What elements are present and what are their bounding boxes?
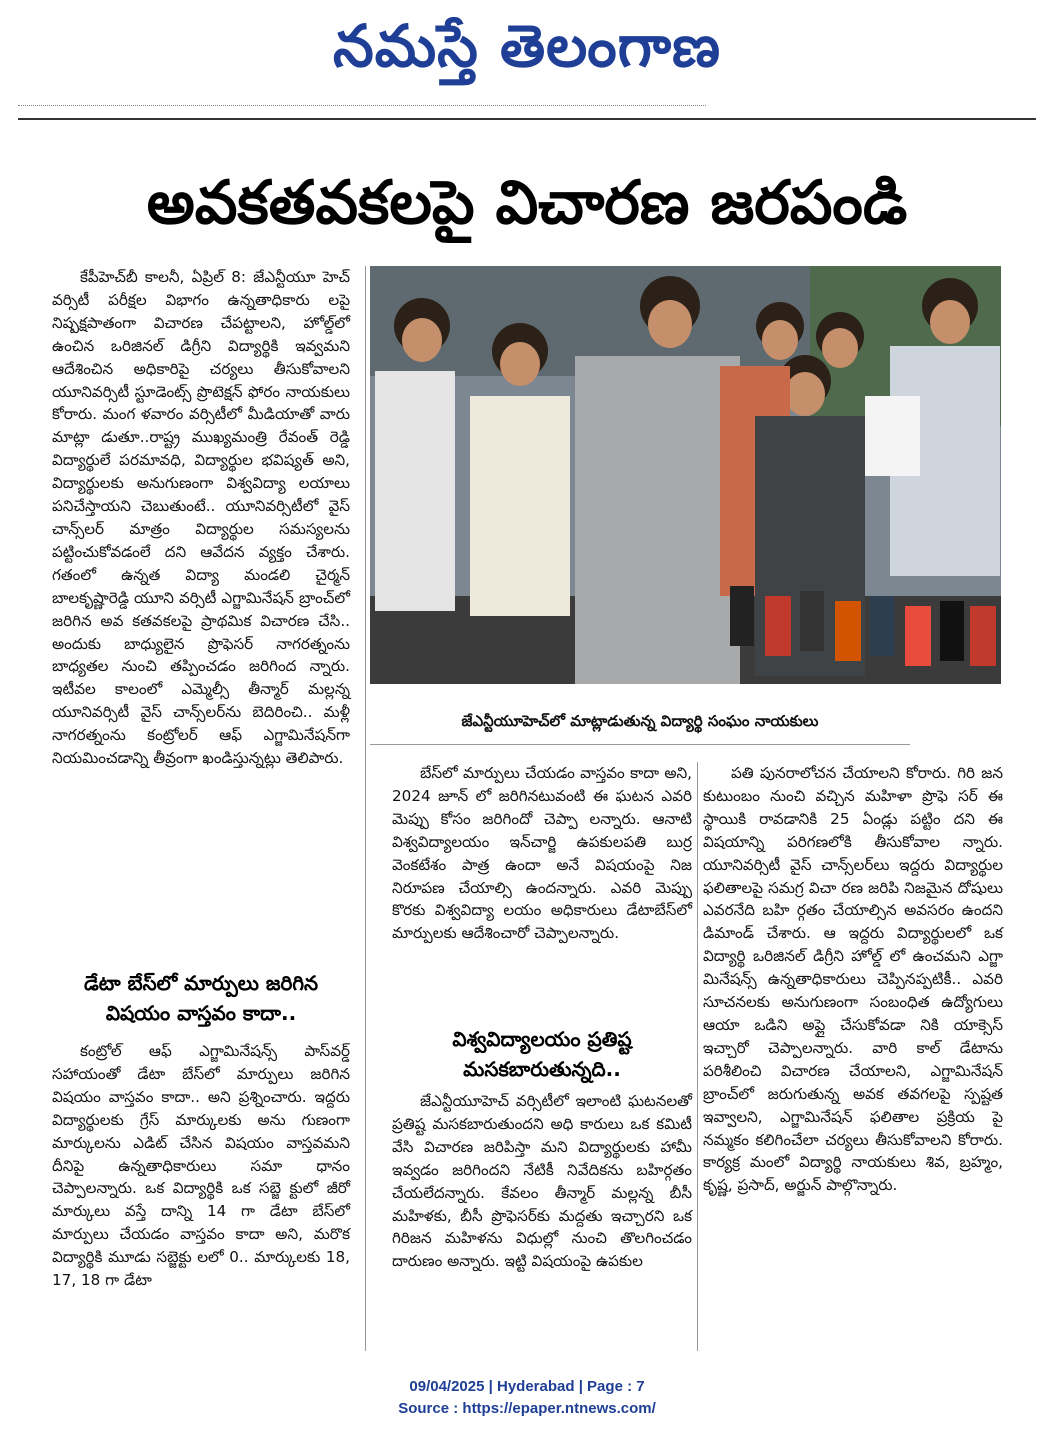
column-divider (365, 266, 366, 1351)
column-divider (697, 762, 698, 1351)
article-column-3 (703, 762, 1003, 1197)
subheading: విశ్వవిద్యాలయం ప్రతిష్ట మసకబారుతున్నది.. (452, 1027, 632, 1081)
article-paragraph: జేఎన్టీయూహెచ్ వర్సిటీలో ఇలాంటి ఘటనలతో ప్రతిష్ట మసకబారుతుందని అధి కారులు ఒక కమిటీ వేసి విచారణ జరిపిస్తా మని విద్యార్థులకు హామీ ఇవ్వడం జరిగిందని నేటికీ నివేదికను బహిర్గతం చేయలేదన్నారు. కేవలం తీన్మార్ మల్లన్న బీసీ మహిళకు, బీసీ ప్రొఫెసర్‌కు మద్దతు ఇచ్చారని ఒక గిరిజన మహిళను విధుల్లో నుంచి తొలగించడం దారుణం అన్నారు. ఇట్టి విషయంపై ఉపకుల (392, 1092, 692, 1271)
article-column-1b (52, 1040, 350, 1292)
subheading-1-wrap (52, 968, 350, 1028)
article-paragraph: పతి పునరాలోచన చేయాలని కోరారు. గిరి జన కుటుంబం నుంచి వచ్చిన మహిళా ప్రొఫె సర్ ఈ స్థాయికి రావడానికి 25 ఏండ్లు పట్టిం దని ఈ విషయాన్ని పరిగణలోకి తీసుకోవాల న్నారు. యూనివర్సిటీ వైస్ చాన్స్‌లర్‌లు ఇద్దరు విద్యార్థుల ఫలితాలపై సమగ్ర విచా రణ జరిపి నిజమైన దోషులు ఎవరనేది బహి ర్గతం చేయాల్సిన అవసరం ఉందని డిమాండ్ చేశారు. ఆ ఇద్దరు విద్యార్థులలో ఒక విద్యార్థి ఒరిజినల్ డిగ్రీని హోల్డ్ లో ఉంచమని ఎగ్జా మినేషన్స్ ఉన్నతాధికారులు చెప్పినప్పటికీ.. ఎవరి సూచనలకు అనుగుణంగా సంబంధిత ఉద్యోగులు ఆయా ఒడిని అప్లై చేసుకోవడా నికి యాక్సెస్ ఇచ్చారో చెప్పాలన్నారు. వారి కాల్ డేటాను పరిశీలించి విచారణ చేయాలని, ఎగ్జామినేషన్ బ్రాంచ్‌లో జరుగుతున్న అవక తవగలపై స్పష్టత ఇవ్వాలని, ఎగ్జామినేషన్ ఫలితాల ప్రక్రియ పై నమ్మకం కలిగించేలా చర్యలు తీసుకోవాలని కోరారు. కార్యక్ర మంలో విద్యార్థి నాయకులు శివ, బ్రహ్మం, కృష్ణ, ప్రసాద్, అర్జున్ పాల్గొన్నారు. (703, 764, 1003, 1195)
subheading-2-wrap (392, 1024, 692, 1084)
footer-date-page: 09/04/2025 | Hyderabad | Page : 7 (409, 1378, 645, 1395)
masthead-dotted-line (18, 97, 706, 106)
article-paragraph: కంట్రోల్ ఆఫ్ ఎగ్జామినేషన్స్ పాస్‌వర్డ్ సహాయంతో డేటా బేస్‌లో మార్పులు జరిగిన విషయం వాస్తవం కాదా.. అని ప్రశ్నించారు. ఇద్దరు విద్యార్థులకు గ్రేస్ మార్కులకు అను గుణంగా మార్కులను ఎడిట్ చేసిన విషయం వాస్తవమని దీనిపై ఉన్నతాధికారులు సమా ధానం చెప్పాలన్నారు. ఒక విద్యార్థికి ఒక సబ్జె క్టులో జీరో మార్కులు వస్తే దాన్ని 14 గా డేటా బేస్‌లో మార్పులు చేయడం వాస్తవం కాదా అని, మరొక విద్యార్థికి మూడు సబ్జెక్టు లలో 0.. మార్కులకు 18, 17, 18 గా డేటా (52, 1042, 350, 1290)
footer-source: Source : https://epaper.ntnews.com/ (398, 1400, 656, 1417)
masthead-divider (18, 118, 1036, 120)
caption-divider (370, 744, 910, 745)
article-column-1 (52, 266, 350, 770)
students-press-meet-image (370, 266, 1001, 684)
article-paragraph: బేస్‌లో మార్పులు చేయడం వాస్తవం కాదా అని, 2024 జూన్ లో జరిగినటువంటి ఈ ఘటన ఎవరి మెప్పు కోసం జరిగిందో చెప్పా లన్నారు. ఆనాటి విశ్వవిద్యాలయం ఇన్‌చార్జి ఉపకులపతి బుర్ర వెంకటేశం పాత్ర ఉందా అనే విషయంపై నిజ నిరూపణ చేయాల్సి ఉందన్నారు. ఎవరి మెప్పు కొరకు విశ్వవిద్యా లయం అధికారులు డేటాబేస్‌లో మార్పులకు ఆదేశించారో చెప్పాలన్నారు. (392, 764, 692, 943)
photo-caption: జేఎన్టీయూహెచ్‌లో మాట్లాడుతున్న విద్యార్థి సంఘం నాయకులు (461, 712, 819, 730)
article-paragraph: కేపీహెచ్‌బీ కాలనీ, ఏప్రిల్ 8: జేఎన్టీయూ హెచ్ వర్సిటీ పరీక్షల విభాగం ఉన్నతాధికారు లపై నిష్పక్షపాతంగా విచారణ చేపట్టాలని, హోల్డ్‌లో ఉంచిన ఒరిజినల్ డిగ్రీని విద్యార్థికి ఇవ్వమని ఆదేశించిన అధికారిపై చర్యలు తీసుకోవాలని యూనివర్సిటీ స్టూడెంట్స్ ప్రొటెక్షన్ ఫోరం నాయకులు కోరారు. మంగ ళవారం వర్సిటీలో మీడియాతో వారు మాట్లా డుతూ..రాష్ట్ర ముఖ్యమంత్రి రేవంత్ రెడ్డి విద్యార్థులే పరమావధి, విద్యార్థుల భవిష్యత్ అని, విద్యార్థులకు అనుగుణంగా విశ్వవిద్యా లయాలు పనిచేస్తాయని చెబుతుంటే.. యూనివర్సిటీలో వైస్ చాన్స్‌లర్ మాత్రం విద్యార్థుల సమస్యలను పట్టించుకోవడంలే దని ఆవేదన వ్యక్తం చేశారు. గతంలో ఉన్నత విద్యా మండలి చైర్మన్ బాలకృష్ణారెడ్డి యూని వర్సిటీ ఎగ్జామినేషన్ బ్రాంచ్‌లో జరిగిన అవ కతవకలపై ప్రాథమిక విచారణ చేసి.. అందుకు బాధ్యులైన ప్రొఫెసర్ నాగరత్నంను బాధ్యతల నుంచి తప్పించడం జరిగింద న్నారు. ఇటీవల కాలంలో ఎమ్మెల్సీ తీన్మార్ మల్లన్న యూనివర్సిటీ వైస్ చాన్స్‌లర్‌ను బెదిరించి.. మళ్లీ నాగరత్నంను కంట్రోలర్ ఆఫ్ ఎగ్జామినేషన్‌గా నియమించడాన్ని తీవ్రంగా ఖండిస్తున్నట్లు తెలిపారు. (52, 268, 350, 768)
news-photo (370, 266, 1001, 684)
newspaper-logo: నమస్తే తెలంగాణ (333, 12, 721, 80)
masthead (0, 0, 1054, 120)
subheading: డేటా బేస్‌లో మార్పులు జరిగిన విషయం వాస్తవం కాదా.. (83, 971, 319, 1025)
article-column-2b (392, 1090, 692, 1273)
article-headline: అవకతవకలపై విచారణ జరపండి (146, 168, 908, 238)
article-column-2 (392, 762, 692, 945)
